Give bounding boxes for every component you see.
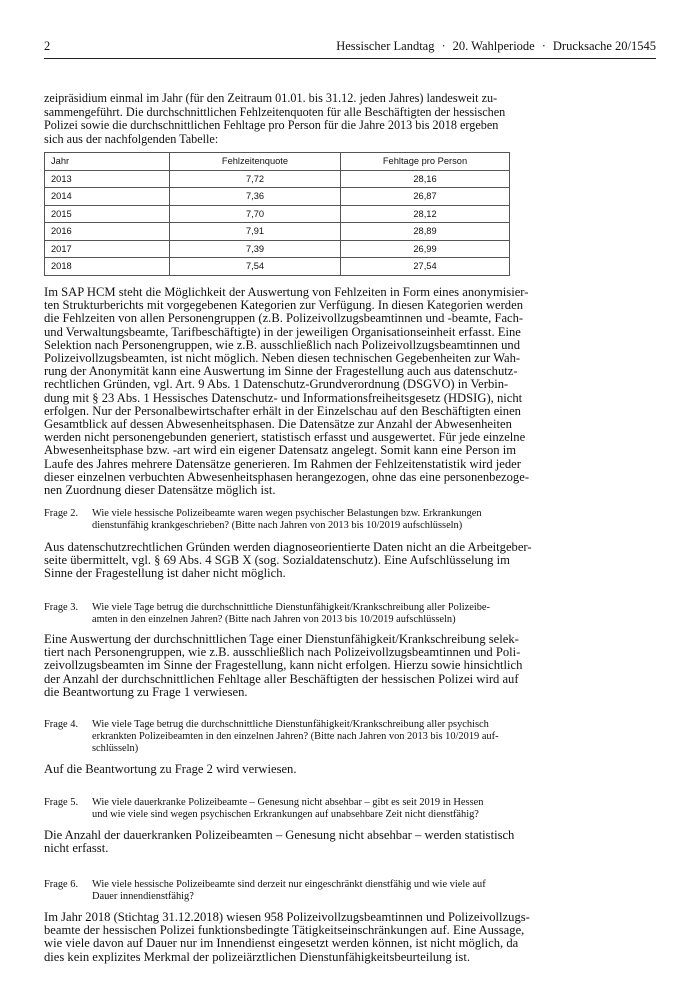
text-line: Wie viele dauerkranke Polizeibeamte – Genesung nicht absehbar – gibt es seit 2019 in Hessen xyxy=(92,797,484,808)
text-line: erkrankten Polizeibeamten in den einzelnen Jahren? (Bitte nach Jahren von 2013 bis 10/2019 auf- xyxy=(92,731,499,742)
absence-table xyxy=(44,152,510,276)
table-row xyxy=(45,240,510,258)
table-row xyxy=(45,223,510,241)
text-line: rung der Anonymität kann eine Auswertung im Sinne der Fragestellung auch aus datenschutz- xyxy=(44,364,518,379)
text-line: amten in den einzelnen Jahren? (Bitte nach Jahren von 2013 bis 10/2019 aufschlüsseln) xyxy=(92,614,456,625)
header-rule xyxy=(44,58,656,59)
text-line: nicht erfasst. xyxy=(44,841,109,856)
question-4 xyxy=(44,719,656,757)
text-line: sammengeführt. Die durchschnittlichen Fehlzeitenquoten für alle Beschäftigten der hessischen xyxy=(44,104,506,119)
column-header-year: Jahr xyxy=(45,153,170,171)
answer-5-paragraph xyxy=(44,829,656,855)
question-5 xyxy=(44,797,656,823)
text-line: die Beantwortung zu Frage 1 verwiesen. xyxy=(44,684,248,699)
header-meta xyxy=(336,39,656,54)
cell-days: 28,89 xyxy=(341,223,510,241)
text-line: Selektion nach Personengruppen, wie z.B. ausschließlich nach Polizeivollzugsbeamtinnen und xyxy=(44,337,520,352)
answer-4-paragraph xyxy=(44,763,656,776)
question-label: Frage 2. xyxy=(44,508,79,519)
table-header-row xyxy=(45,153,510,171)
cell-days: 26,99 xyxy=(341,240,510,258)
text-line: erfolgen. Nur der Personalbewirtschafter erhält in der Einzelschau auf den Beschäftigten einen xyxy=(44,403,521,418)
text-line: beamte der hessischen Polizei funktionsbedingte Tätigkeitseinschränkungen auf. Eine Aussage, xyxy=(44,923,525,938)
table-row xyxy=(45,188,510,206)
cell-days: 27,54 xyxy=(341,258,510,276)
question-text xyxy=(92,797,656,821)
cell-year: 2015 xyxy=(45,205,170,223)
text-line: Wie viele Tage betrug die durchschnittliche Dienstunfähigkeit/Krankschreibung aller psychisch xyxy=(92,719,489,730)
text-line: dieser einzelnen verbuchten Abwesenheitsphasen herangezogen, ohne das eine personenbezoge- xyxy=(44,469,530,484)
cell-year: 2016 xyxy=(45,223,170,241)
text-line: der Anzahl der durchschnittlichen Fehltage aller Beschäftigten der hessischen Polizei wird auf xyxy=(44,671,519,686)
cell-year: 2013 xyxy=(45,170,170,188)
text-line: und Verwaltungsbeamte, Tarifbeschäftigte) in der jeweiligen Organisationseinheit erfasst. Eine xyxy=(44,324,521,339)
header-separator: · xyxy=(441,39,446,53)
cell-quota: 7,91 xyxy=(170,223,341,241)
question-text xyxy=(92,508,656,532)
text-line: Auf die Beantwortung zu Frage 2 wird verwiesen. xyxy=(44,762,297,776)
cell-quota: 7,39 xyxy=(170,240,341,258)
answer-2-paragraph xyxy=(44,541,656,581)
text-line: Dauer innendienstfähig? xyxy=(92,891,194,902)
text-line: Im Jahr 2018 (Stichtag 31.12.2018) wiesen 958 Polizeivollzugsbeamtinnen und Polizeivollzugs- xyxy=(44,910,530,924)
table-row xyxy=(45,170,510,188)
text-line: nen Zuordnung dieser Datensätze möglich ist. xyxy=(44,483,276,498)
question-text xyxy=(92,602,656,626)
cell-quota: 7,72 xyxy=(170,170,341,188)
text-line: Aus datenschutzrechtlichen Gründen werden diagnoseorientierte Daten nicht an die Arbeitgeber- xyxy=(44,540,532,554)
question-label: Frage 3. xyxy=(44,602,79,613)
text-line: Polizei sowie die durchschnittlichen Fehltage pro Person für die Jahre 2013 bis 2018 ergeben xyxy=(44,118,499,132)
intro-paragraph xyxy=(44,92,656,146)
cell-days: 28,16 xyxy=(341,170,510,188)
period: 20. Wahlperiode xyxy=(452,39,535,53)
question-text xyxy=(92,719,656,755)
answer-1-paragraph xyxy=(44,286,656,497)
text-line: rechtlichen Gründen, vgl. Art. 9 Abs. 1 Datenschutz-Grundverordnung (DSGVO) in Verbin- xyxy=(44,377,509,392)
cell-year: 2017 xyxy=(45,240,170,258)
doc-ref: Drucksache 20/1545 xyxy=(552,39,656,53)
text-line: Wie viele hessische Polizeibeamte waren wegen psychischer Belastungen bzw. Erkrankungen xyxy=(92,508,482,519)
cell-quota: 7,54 xyxy=(170,258,341,276)
text-line: Wie viele Tage betrug die durchschnittliche Dienstunfähigkeit/Krankschreibung aller Polizeibe- xyxy=(92,602,490,613)
text-line: seite übermittelt, vgl. § 69 Abs. 4 SGB X (sog. Sozialdatenschutz). Eine Aufschlüsselung im xyxy=(44,553,510,568)
answer-6-paragraph xyxy=(44,911,656,964)
text-line: wie viele davon auf Dauer nur im Innendienst eingesetzt werden können, ist nicht möglich, da xyxy=(44,936,519,951)
cell-year: 2018 xyxy=(45,258,170,276)
text-line: Die Anzahl der dauerkranken Polizeibeamten – Genesung nicht absehbar – werden statistisch xyxy=(44,828,515,842)
text-line: Polizeivollzugsbeamten, ist nicht möglich. Neben diesen technischen Gegebenheiten zur Wah- xyxy=(44,351,521,366)
text-line: dies kein explizites Merkmal der polizeiärztlichen Dienstunfähigkeitsbeurteilung ist. xyxy=(44,949,470,964)
text-line: dienstunfähig krankgeschrieben? (Bitte nach Jahren von 2013 bis 10/2019 aufschlüsseln) xyxy=(92,520,463,531)
text-line: die Fehlzeiten von allen Personengruppen (z.B. Polizeivollzugsbeamtinnen und -beamte, Fach- xyxy=(44,311,524,326)
text-line: sich aus der nachfolgenden Tabelle: xyxy=(44,131,219,146)
question-label: Frage 4. xyxy=(44,719,79,730)
text-line: zeivollzugsbeamten im Sinne der Fragestellung, kann nicht erfolgen. Hierzu sowie hinsichtlich xyxy=(44,658,523,673)
question-label: Frage 6. xyxy=(44,879,79,890)
table-row xyxy=(45,258,510,276)
question-label: Frage 5. xyxy=(44,797,79,808)
text-line: tiert nach Personengruppen, wie z.B. ausschließlich nach Polizeivollzugsbeamtinnen und Poli- xyxy=(44,645,521,660)
text-line: schlüsseln) xyxy=(92,743,139,754)
text-line: Laufe des Jahres mehrere Datensätze generieren. Im Rahmen der Fehlzeitenstatistik wird jeder xyxy=(44,456,521,471)
cell-days: 28,12 xyxy=(341,205,510,223)
publisher: Hessischer Landtag xyxy=(336,39,435,53)
table-row xyxy=(45,205,510,223)
text-line: Abwesenheitsphase bzw. -art wird ein eigener Datensatz angelegt. Somit kann eine Person im xyxy=(44,443,517,458)
question-2 xyxy=(44,508,656,534)
page-header xyxy=(44,36,656,56)
text-line: zeipräsidium einmal im Jahr (für den Zeitraum 01.01. bis 31.12. jeden Jahres) landesweit zu- xyxy=(44,91,498,105)
text-line: dung mit § 23 Abs. 1 Hessisches Datenschutz- und Informationsfreiheitsgesetz (HDSIG), nicht xyxy=(44,390,523,405)
question-3 xyxy=(44,602,656,628)
cell-days: 26,87 xyxy=(341,188,510,206)
question-6 xyxy=(44,879,656,905)
header-separator: · xyxy=(541,39,546,53)
page-number: 2 xyxy=(44,39,51,53)
cell-year: 2014 xyxy=(45,188,170,206)
cell-quota: 7,70 xyxy=(170,205,341,223)
text-line: Sinne der Fragestellung ist daher nicht möglich. xyxy=(44,566,286,581)
column-header-days: Fehltage pro Person xyxy=(341,153,510,171)
question-text xyxy=(92,879,656,903)
cell-quota: 7,36 xyxy=(170,188,341,206)
text-line: Gesamtblick auf dessen Abwesenheitsphasen. Die Datensätze zur Anzahl der Abwesenheiten xyxy=(44,417,512,432)
column-header-quota: Fehlzeitenquote xyxy=(170,153,341,171)
text-line: und wie viele sind wegen psychischen Erkrankungen auf unabsehbare Zeit nicht dienstfähig? xyxy=(92,809,479,820)
text-line: ten Strukturberichts mit vorgegebenen Kategorien zur Verfügung. In diesen Kategorien werden xyxy=(44,298,523,313)
text-line: werden nicht personengebunden generiert, statistisch erfasst und ausgewertet. Für jede einzelne xyxy=(44,430,526,445)
text-line: Wie viele hessische Polizeibeamte sind derzeit nur eingeschränkt dienstfähig und wie viele auf xyxy=(92,879,486,890)
text-line: Im SAP HCM steht die Möglichkeit der Auswertung von Fehlzeiten in Form eines anonymisier- xyxy=(44,285,529,299)
answer-3-paragraph xyxy=(44,633,656,699)
text-line: Eine Auswertung der durchschnittlichen Tage einer Dienstunfähigkeit/Krankschreibung selek- xyxy=(44,632,519,646)
